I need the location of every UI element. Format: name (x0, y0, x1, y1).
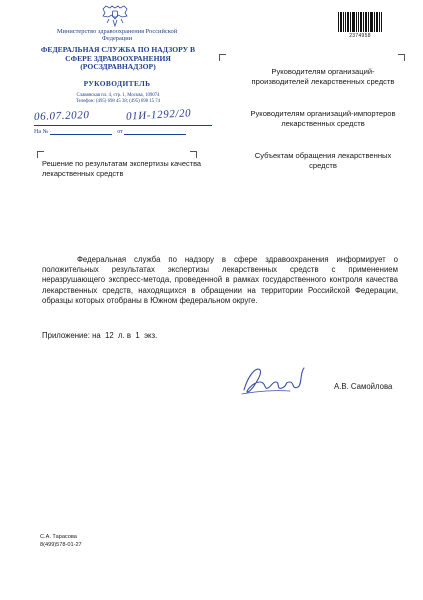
corner-mark (398, 54, 405, 61)
executor-block (40, 533, 82, 549)
corner-mark (37, 151, 44, 158)
signature-icon (238, 360, 318, 400)
corner-mark (190, 151, 197, 158)
recipient-subjects: Субъектам обращения лекарственных средств (254, 151, 392, 170)
recipient-importers: Руководителям организаций-импортеров лекарственных средств (250, 109, 396, 128)
letter-body: Федеральная служба по надзору в сфере здравоохранения информирует о положительных результатах экспертизы лекарственных средств с применением неразрушающего экспресс-метода, проведенной в рамках государственного контроля качества лекарственных средств, находящихся в обращении на территории Российской Федерации, образцы которых отобраны в Южном федеральном округе. (42, 255, 398, 305)
recipient-manufacturers: Руководителям организаций-производителей лекарственных средств (251, 67, 395, 86)
registration-date: 06.07.2020 (33, 109, 90, 123)
letter-subject: Решение по результатам экспертизы качества лекарственных средств (42, 159, 202, 178)
barcode-icon (338, 12, 382, 32)
phone-line: Телефон: (495) 698 45 38; (495) 698 15 74 (75, 99, 161, 105)
reference-row (34, 128, 186, 135)
reference-number-label: На № (34, 129, 49, 135)
registration-number: 01И-1292/20 (125, 107, 192, 123)
executor-phone: 8(499)578-01-27 (40, 542, 82, 548)
service-name: ФЕДЕРАЛЬНАЯ СЛУЖБА ПО НАДЗОРУ В СФЕРЕ ЗДРАВООХРАНЕНИЯ (РОСЗДРАВНАДЗОР) (40, 45, 196, 72)
attachment-line: Приложение: на 12 л. в 1 экз. (42, 331, 158, 340)
ministry-name: Министерство здравоохранения Российской Федерации (56, 28, 178, 43)
registration-row (33, 107, 212, 128)
corner-mark (219, 54, 226, 61)
reference-date-label: от (117, 129, 123, 135)
barcode-number: 2374958 (349, 33, 371, 39)
signer-name: А.В. Самойлова (334, 382, 393, 391)
head-title: РУКОВОДИТЕЛЬ (83, 79, 151, 88)
address-block (40, 93, 196, 105)
address-line: Славянская пл. 4, стр. 1, Москва, 109074 (76, 93, 160, 98)
state-emblem-icon (100, 5, 130, 27)
executor-name: С.А. Тарасова (40, 534, 77, 540)
